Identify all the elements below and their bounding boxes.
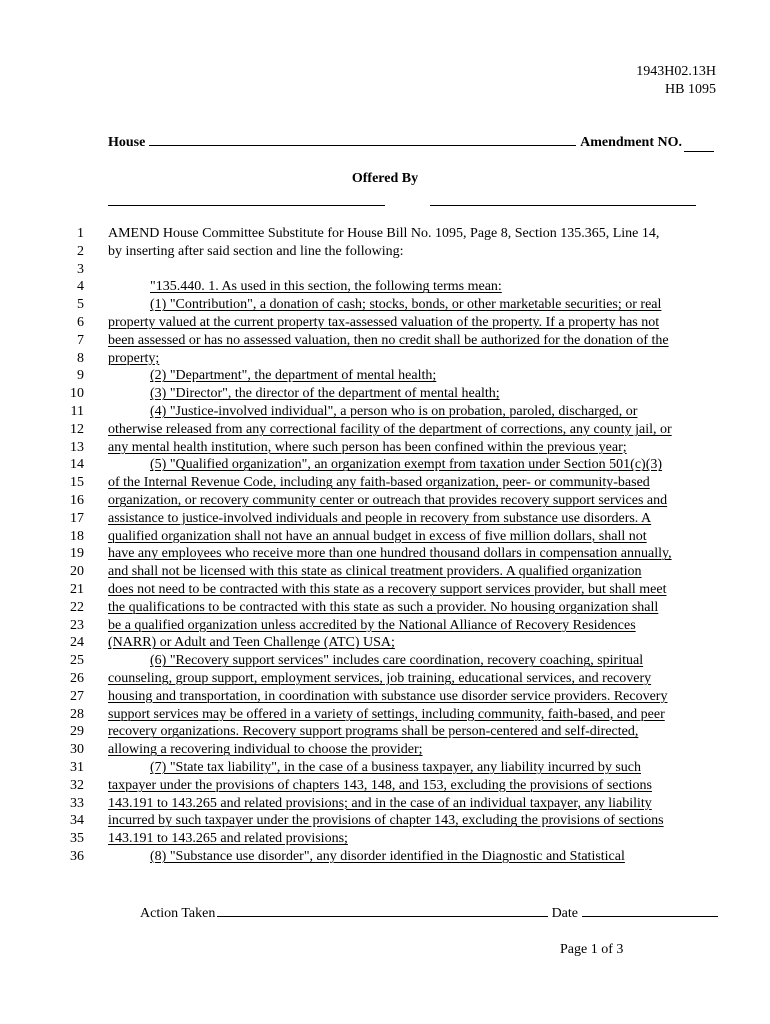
- line-number: 6: [77, 314, 84, 330]
- body-line: [0, 581, 770, 599]
- body-line: [0, 314, 770, 332]
- line-number: 31: [70, 759, 84, 775]
- line-text: (7) "State tax liability", in the case of a business taxpayer, any liability incurred by such: [150, 759, 642, 775]
- line-number: 32: [70, 777, 84, 793]
- line-text: does not need to be contracted with this state as a recovery support services provider, but shall meet: [108, 581, 667, 597]
- body-line: [0, 812, 770, 830]
- line-number: 7: [77, 332, 84, 348]
- line-number: 23: [70, 617, 84, 633]
- date-blank-line: [582, 916, 718, 917]
- line-number: 15: [70, 475, 84, 491]
- line-text: be a qualified organization unless accredited by the National Alliance of Recovery Residences: [108, 617, 636, 633]
- line-number: 30: [70, 742, 84, 758]
- body-line: [0, 759, 770, 777]
- line-text: qualified organization shall not have an annual budget in excess of five million dollars, shall not: [108, 528, 647, 544]
- line-text: AMEND House Committee Substitute for House Bill No. 1095, Page 8, Section 135.365, Line 14,: [108, 226, 660, 241]
- body-line: [0, 634, 770, 652]
- house-blank-line: [149, 145, 576, 146]
- body-line: [0, 706, 770, 724]
- line-number: 10: [70, 386, 84, 402]
- body-line: [0, 439, 770, 457]
- line-number: 1: [77, 226, 84, 241]
- house-label: House: [108, 135, 146, 150]
- line-text: counseling, group support, employment services, job training, educational services, and recovery: [108, 670, 652, 686]
- body-line: [0, 599, 770, 617]
- body-line: [0, 261, 770, 279]
- line-text: 143.191 to 143.265 and related provisions;: [108, 831, 348, 847]
- line-text: (4) "Justice-involved individual", a person who is on probation, paroled, discharged, or: [150, 403, 638, 419]
- body-line: [0, 403, 770, 421]
- body-line: [0, 670, 770, 688]
- line-number: 35: [70, 831, 84, 847]
- line-number: 19: [70, 546, 84, 562]
- body-line: [0, 421, 770, 439]
- line-number: 22: [70, 599, 84, 615]
- line-number: 5: [77, 297, 84, 313]
- body-line: [0, 741, 770, 759]
- line-number: 2: [77, 243, 84, 259]
- line-text: (3) "Director", the director of the department of mental health;: [150, 386, 500, 402]
- sponsor-signature-line-1: [108, 205, 385, 206]
- line-number: 11: [70, 403, 84, 419]
- line-number: 16: [70, 492, 84, 508]
- line-text: (5) "Qualified organization", an organization exempt from taxation under Section 501(c)(3): [150, 457, 663, 473]
- line-text: (6) "Recovery support services" includes care coordination, recovery coaching, spiritual: [150, 653, 644, 669]
- line-text: (2) "Department", the department of mental health;: [150, 368, 437, 384]
- body-line: [0, 474, 770, 492]
- line-text: have any employees who receive more than one hundred thousand dollars in compensation annually,: [108, 546, 672, 562]
- body-line: [0, 777, 770, 795]
- line-text: property valued at the current property tax-assessed valuation of the property. If a property has not: [108, 314, 660, 330]
- line-number: 14: [70, 457, 84, 473]
- line-number: 27: [70, 688, 84, 704]
- body-line: [0, 278, 770, 296]
- body-line: [0, 385, 770, 403]
- line-number: 21: [70, 581, 84, 597]
- line-text: assistance to justice-involved individuals and people in recovery from substance use disorders. A: [108, 510, 652, 526]
- body-line: [0, 830, 770, 848]
- date-label: Date: [551, 906, 578, 921]
- body-line: [0, 225, 770, 243]
- body-line: [0, 528, 770, 546]
- line-number: 9: [77, 368, 84, 384]
- line-number: 20: [70, 564, 84, 580]
- line-text: "135.440. 1. As used in this section, the following terms mean:: [150, 279, 502, 295]
- line-number: 36: [70, 848, 84, 864]
- page-number: Page 1 of 3: [560, 942, 624, 957]
- body-line: [0, 456, 770, 474]
- line-number: 4: [77, 279, 84, 295]
- line-number: 8: [77, 350, 84, 366]
- body-line: [0, 492, 770, 510]
- line-text: been assessed or has no assessed valuation, then no credit shall be authorized for the donation of the: [108, 332, 669, 348]
- line-number: 26: [70, 670, 84, 686]
- line-number: 34: [70, 813, 84, 829]
- body-line: [0, 367, 770, 385]
- line-number: 13: [70, 439, 84, 455]
- body-line: [0, 848, 770, 866]
- line-text: allowing a recovering individual to choose the provider;: [108, 742, 423, 758]
- offered-by-label: Offered By: [351, 171, 419, 186]
- line-text: property;: [108, 350, 160, 366]
- amendment-label: Amendment NO.: [580, 135, 682, 150]
- amendment-header: [108, 135, 714, 152]
- line-number: 29: [70, 724, 84, 740]
- line-text: incurred by such taxpayer under the provisions of chapter 143, excluding the provisions of sections: [108, 813, 664, 829]
- line-text: taxpayer under the provisions of chapters 143, 148, and 153, excluding the provisions of sections: [108, 777, 652, 793]
- line-text: any mental health institution, where such person has been confined within the previous year;: [108, 439, 627, 455]
- line-number: 25: [70, 653, 84, 669]
- line-text: support services may be offered in a variety of settings, including community, faith-based, and peer: [108, 706, 665, 722]
- line-text: the qualifications to be contracted with this state as such a provider. No housing organization shall: [108, 599, 659, 615]
- body-line: [0, 617, 770, 635]
- body-line: [0, 332, 770, 350]
- bill-number: HB 1095: [665, 82, 716, 97]
- line-text: of the Internal Revenue Code, including any faith-based organization, peer- or community-based: [108, 475, 650, 491]
- amendment-number-blank: [684, 135, 714, 152]
- body-line: [0, 350, 770, 368]
- body-line: [0, 545, 770, 563]
- body-line: [0, 296, 770, 314]
- body-line: [0, 723, 770, 741]
- body-line: [0, 795, 770, 813]
- line-text: (NARR) or Adult and Teen Challenge (ATC) USA;: [108, 635, 395, 651]
- line-text: organization, or recovery community center or outreach that provides recovery support services and: [108, 492, 668, 508]
- body-line: [0, 510, 770, 528]
- document-code: 1943H02.13H: [636, 64, 716, 79]
- line-number: 24: [70, 635, 84, 651]
- line-text: (8) "Substance use disorder", any disorder identified in the Diagnostic and Statistical: [150, 848, 625, 864]
- line-text: (1) "Contribution", a donation of cash; stocks, bonds, or other marketable securities; or real: [150, 297, 662, 313]
- amendment-body: [0, 225, 770, 866]
- line-text: 143.191 to 143.265 and related provisions; and in the case of an individual taxpayer, any liability: [108, 795, 652, 811]
- line-number: 18: [70, 528, 84, 544]
- line-text: otherwise released from any correctional facility of the department of corrections, any county jail, or: [108, 421, 672, 437]
- body-line: [0, 688, 770, 706]
- body-line: [0, 652, 770, 670]
- line-text: and shall not be licensed with this state as clinical treatment providers. A qualified organization: [108, 564, 642, 580]
- line-number: 28: [70, 706, 84, 722]
- line-number: 17: [70, 510, 84, 526]
- line-text: by inserting after said section and line the following:: [108, 243, 404, 259]
- action-taken-label: Action Taken: [140, 906, 216, 921]
- body-line: [0, 563, 770, 581]
- action-taken-row: [140, 906, 718, 922]
- line-number: 33: [70, 795, 84, 811]
- action-taken-blank-line: [217, 916, 547, 917]
- sponsor-signature-line-2: [430, 205, 696, 206]
- line-number: 3: [77, 261, 84, 277]
- line-number: 12: [70, 421, 84, 437]
- line-text: housing and transportation, in coordination with substance use disorder service providers. Recovery: [108, 688, 668, 704]
- line-text: recovery organizations. Recovery support programs shall be person-centered and self-directed,: [108, 724, 639, 740]
- body-line: [0, 243, 770, 261]
